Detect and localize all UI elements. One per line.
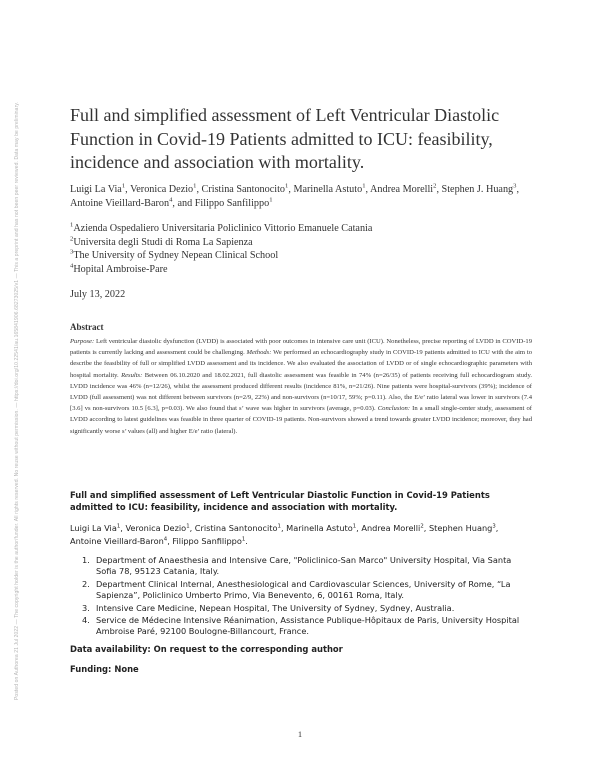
author-name: Andrea Morelli — [361, 523, 421, 533]
abstract-heading: Abstract — [70, 322, 104, 332]
affiliation-text: The University of Sydney Nepean Clinical School — [73, 250, 279, 262]
section-affiliation-text: Department of Anaesthesia and Intensive Care, "Policlinico-San Marco" University Hospital, Via Santa Sofia 78, 95123 Catania, Italy. — [96, 555, 512, 577]
author-separator: , — [516, 184, 519, 195]
author-affiliation-marker: 1 — [241, 535, 246, 542]
section-affiliation-text: Service de Médecine Intensive Réanimation, Assistance Publique-Hôpitaux de Paris, University Hospital Ambroise Paré, 92100 Boulogne-Billancourt, France. — [96, 615, 520, 637]
author-affiliation-marker: 1 — [193, 182, 197, 190]
author-separator: , — [125, 184, 131, 195]
section-affiliation-text: Intensive Care Medicine, Nepean Hospital, The University of Sydney, Sydney, Australia. — [96, 602, 455, 613]
author-separator: , — [288, 184, 294, 195]
author-separator: , — [280, 523, 287, 533]
affiliation-number: 4 — [70, 262, 74, 270]
author-name: Veronica Dezio — [125, 523, 187, 533]
author-affiliation-marker: 3 — [492, 523, 496, 530]
author-name: Andrea Morelli — [370, 184, 434, 195]
section-affiliation-text: Department Clinical Internal, Anesthesiological and Cardiovascular Sciences, University of Rome, “La Sapienza”, Policlinico Umberto Primo, Via Benevento, 6, 00161 Roma, Italy. — [96, 578, 511, 601]
author-name: Marinella Astuto — [293, 184, 363, 195]
author-affiliation-marker: 1 — [285, 182, 289, 190]
author-separator: , — [423, 523, 429, 533]
affiliation-number: 3 — [70, 248, 74, 256]
author-affiliation-marker: 1 — [352, 523, 357, 530]
author-separator: , and — [172, 198, 195, 209]
section-affiliation-number: 4. — [82, 615, 90, 626]
author-list — [70, 183, 540, 211]
author-affiliation-marker: 2 — [433, 182, 437, 190]
abstract-methods-label: Methods: — [246, 349, 272, 357]
sidebar-text: Posted on Authorea 21 Jul 2022 — The copyright holder is the author/funder. All rights reserved. No reuse without permission. — https://doi.org/10.22541/au.165841906.68273025/v1 — This a preprint and has not been peer reviewed. Data may be preliminary. — [14, 101, 20, 700]
author-affiliation-marker: 4 — [163, 535, 168, 542]
author-separator: , — [120, 523, 126, 533]
affiliation-item — [70, 263, 540, 277]
funding-statement: Funding: None — [70, 664, 139, 674]
preprint-sidebar-notice — [14, 80, 24, 700]
author-name: Veronica Dezio — [130, 184, 194, 195]
author-affiliation-marker: 4 — [169, 196, 173, 204]
author-name: Luigi La Via — [70, 184, 122, 195]
author-name: Cristina Santonocito — [201, 184, 286, 195]
author-affiliation-marker: 1 — [121, 182, 126, 190]
publication-date: July 13, 2022 — [70, 289, 126, 300]
author-name: Luigi La Via — [70, 523, 117, 533]
affiliation-item — [70, 249, 540, 263]
author-name: Filippo Sanfilippo — [172, 535, 242, 546]
author-name: Stephen Huang — [428, 523, 493, 533]
affiliation-item — [70, 236, 540, 250]
section-author-list — [70, 522, 532, 547]
author-affiliation-marker: 1 — [362, 182, 366, 190]
abstract-body — [70, 336, 532, 437]
section-affiliation-number: 2. — [82, 578, 90, 589]
section-affiliation-number: 1. — [82, 555, 90, 565]
author-affiliation-marker: 1 — [269, 196, 273, 204]
affiliation-item — [70, 222, 540, 236]
author-name: Antoine Vieillard-Baron — [70, 535, 164, 546]
author-name: Marinella Astuto — [286, 523, 353, 533]
affiliation-text: Hopital Ambroise-Pare — [73, 263, 168, 275]
affiliation-number: 2 — [70, 235, 74, 243]
author-affiliation-marker: 3 — [513, 182, 517, 190]
author-separator: , — [436, 184, 442, 195]
abstract-conclusion: In a small single-center study, assessment of LVDD according to latest guidelines was feasible in three quarter of COVID-19 patients. Non-survivors showed a trend towards greater LVDD incidence; moreover, they had significantly worse s’ values (all) and higher E/e’ ratio (lateral). — [70, 405, 532, 435]
author-name: Stephen J. Huang — [441, 184, 514, 195]
abstract-methods: We performed an echocardiography study in COVID-19 patients admitted to ICU with the aim to describe the feasibility of full or simplified LVDD assessment and its incidence. We also evaluated the association of LVDD or of single echocardiographic parameters with hospital mortality. — [70, 349, 532, 379]
affiliation-text: Azienda Ospedaliero Universitaria Policlinico Vittorio Emanuele Catania — [73, 223, 373, 234]
author-separator: . — [245, 535, 248, 546]
section-affiliation-item — [70, 615, 532, 638]
affiliation-number: 1 — [70, 221, 74, 229]
affiliation-text: Universita degli Studi di Roma La Sapienza — [73, 236, 253, 248]
paper-title: Full and simplified assessment of Left Ventricular Diastolic Function in Covid-19 Patients admitted to ICU: feasibility, incidence and association with mortality. — [70, 105, 500, 172]
author-name: Antoine Vieillard-Baron — [70, 198, 170, 209]
author-affiliation-marker: 2 — [420, 523, 424, 530]
section-affiliation-item — [70, 603, 532, 614]
author-affiliation-marker: 1 — [277, 523, 281, 530]
author-separator: , — [189, 523, 195, 533]
page-number: 1 — [297, 729, 303, 739]
abstract-results: Between 06.10.2020 and 18.02.2021, full diastolic assessment was feasible in 74% (n=26/35) of patients receiving full echocardiogram study. LVDD incidence was 46% (n=12/26), whilst the assessment produced different results (incidence 81%, n=21/26). Nine patients were hospital-survivors (39%); incidence of LVDD (full assessment) was not different between survivors (n=2/9, 22%) and non-survivors (n=10/17, 59%; p=0.11). Also, the E/e’ ratio lateral was lower in survivors (7.4 [3.6] vs non-survivors 10.5 [6.3], p=0.03). We also found that s’ wave was higher in survivors (average, p=0.03). — [70, 371, 532, 413]
author-separator: , — [495, 523, 499, 533]
section-affiliation-list — [70, 555, 532, 639]
author-affiliation-marker: 1 — [186, 523, 190, 530]
author-affiliation-marker: 1 — [116, 523, 121, 530]
abstract-purpose-label: Purpose: — [70, 338, 95, 345]
section-affiliation-item — [70, 579, 532, 602]
abstract-purpose: Left ventricular diastolic dysfunction (LVDD) is associated with poor outcomes in intensive care unit (ICU). Nonetheless, precise reporting of LVDD in COVID-19 patients is currently lacking and assessment could be challenging. — [70, 338, 532, 357]
affiliation-list — [70, 222, 540, 276]
section-title: Full and simplified assessment of Left Ventricular Diastolic Function in Covid-19 Patients admitted to ICU: feasibility, incidence and association with mortality. — [70, 490, 490, 512]
abstract-conclusion-label: Conclusion: — [377, 405, 411, 413]
data-availability: Data availability: On request to the corresponding author — [70, 644, 343, 654]
abstract-results-label: Results: — [121, 371, 143, 379]
author-separator: , — [196, 184, 202, 195]
author-name: Filippo Sanfilippo — [194, 198, 270, 209]
author-separator: , — [356, 523, 362, 533]
author-separator: , — [365, 184, 371, 195]
section-affiliation-item — [70, 555, 532, 578]
author-separator: , — [167, 535, 173, 546]
author-name: Cristina Santonocito — [194, 523, 278, 533]
section-affiliation-number: 3. — [82, 602, 90, 613]
